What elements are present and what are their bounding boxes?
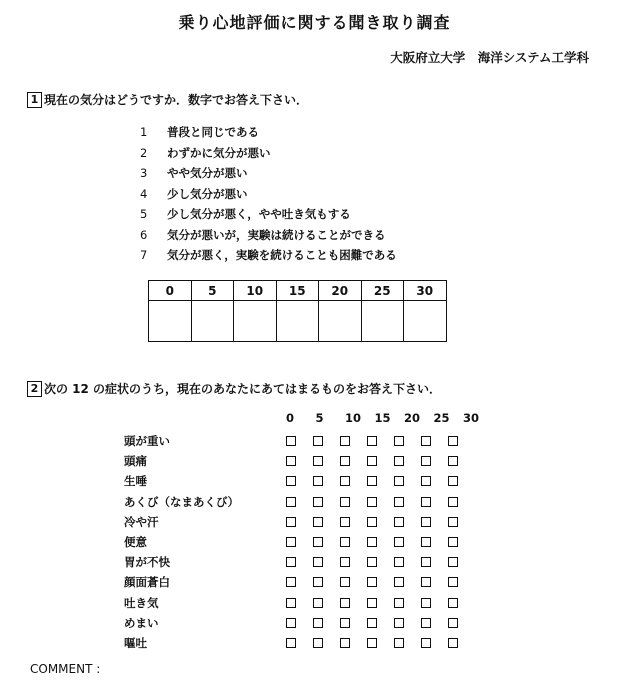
symptom-checkbox[interactable] xyxy=(286,638,296,648)
symptom-checkbox[interactable] xyxy=(286,517,296,527)
symptom-checkbox[interactable] xyxy=(448,577,458,587)
symptom-checkbox[interactable] xyxy=(421,638,431,648)
symptom-checkbox[interactable] xyxy=(448,557,458,567)
symptom-row xyxy=(124,552,475,572)
symptom-label: 冷や汗 xyxy=(124,514,159,529)
symptom-checkbox[interactable] xyxy=(421,618,431,628)
symptom-checkbox[interactable] xyxy=(286,598,296,608)
symptom-row xyxy=(124,593,475,613)
symptom-checkbox[interactable] xyxy=(286,577,296,587)
symptom-checklist xyxy=(124,431,475,653)
symptom-checkbox[interactable] xyxy=(313,618,323,628)
symptom-label: めまい xyxy=(124,615,159,630)
symptom-checkbox[interactable] xyxy=(394,476,404,486)
symptom-time-label: 15 xyxy=(374,411,391,425)
grid-answer-cell[interactable] xyxy=(191,301,234,342)
symptom-checkbox[interactable] xyxy=(394,517,404,527)
symptom-checkbox[interactable] xyxy=(448,497,458,507)
symptom-checkbox[interactable] xyxy=(421,598,431,608)
symptom-checkbox[interactable] xyxy=(448,456,458,466)
comment-label: COMMENT : xyxy=(30,662,101,676)
scale-item xyxy=(140,143,397,164)
symptom-row xyxy=(124,492,475,512)
symptom-checkbox[interactable] xyxy=(421,476,431,486)
scale-text: 少し気分が悪い xyxy=(167,186,248,201)
symptom-checkbox[interactable] xyxy=(340,456,350,466)
symptom-checkbox[interactable] xyxy=(313,517,323,527)
symptom-checkbox[interactable] xyxy=(421,557,431,567)
rating-grid xyxy=(148,280,447,342)
symptom-checkbox[interactable] xyxy=(313,537,323,547)
symptom-checkbox[interactable] xyxy=(394,638,404,648)
scale-number: 4 xyxy=(140,186,148,201)
symptom-checkbox[interactable] xyxy=(394,618,404,628)
symptom-checkbox[interactable] xyxy=(367,638,377,648)
grid-time-header: 15 xyxy=(276,281,319,301)
symptom-checkbox[interactable] xyxy=(394,537,404,547)
scale-number: 7 xyxy=(140,248,148,262)
symptom-checkbox[interactable] xyxy=(340,497,350,507)
symptom-time-label: 30 xyxy=(463,411,480,425)
question-1-text: 現在の気分はどうですか．数字でお答え下さい． xyxy=(44,93,309,107)
symptom-time-label: 20 xyxy=(404,411,421,425)
scale-text: 気分が悪く，実験を続けることも困難である xyxy=(167,248,397,262)
scale-item xyxy=(140,163,397,184)
symptom-label: 頭痛 xyxy=(124,454,147,469)
symptom-label: 顔面蒼白 xyxy=(124,575,170,590)
symptom-label: 生唾 xyxy=(124,474,147,489)
symptom-checkbox[interactable] xyxy=(313,598,323,608)
symptom-checkbox[interactable] xyxy=(286,497,296,507)
symptom-checkbox[interactable] xyxy=(421,436,431,446)
scale-number: 2 xyxy=(140,145,148,160)
symptom-time-label: 25 xyxy=(433,411,450,425)
question-1-number: 1 xyxy=(27,92,42,108)
symptom-checkbox[interactable] xyxy=(421,577,431,587)
symptom-checkbox[interactable] xyxy=(340,577,350,587)
grid-time-header: 10 xyxy=(234,281,277,301)
scale-text: やや気分が悪い xyxy=(167,166,248,180)
grid-answer-cell[interactable] xyxy=(276,301,319,342)
symptom-checkbox[interactable] xyxy=(394,557,404,567)
symptom-checkbox[interactable] xyxy=(340,557,350,567)
symptom-checkbox[interactable] xyxy=(313,638,323,648)
symptom-checkbox[interactable] xyxy=(286,476,296,486)
symptom-time-label: 0 xyxy=(286,411,295,425)
symptom-checkbox[interactable] xyxy=(448,598,458,608)
symptom-checkbox[interactable] xyxy=(367,537,377,547)
symptom-label: 便意 xyxy=(124,535,147,550)
symptom-checkbox[interactable] xyxy=(367,618,377,628)
symptom-checkbox[interactable] xyxy=(286,436,296,446)
grid-time-header: 25 xyxy=(361,281,404,301)
symptom-checkbox[interactable] xyxy=(421,517,431,527)
symptom-checkbox[interactable] xyxy=(367,517,377,527)
symptom-row xyxy=(124,471,475,491)
symptom-checkbox[interactable] xyxy=(448,537,458,547)
symptom-checkbox[interactable] xyxy=(421,537,431,547)
grid-time-header: 5 xyxy=(191,281,234,301)
symptom-checkbox[interactable] xyxy=(340,537,350,547)
symptom-checkbox[interactable] xyxy=(448,476,458,486)
symptom-row xyxy=(124,613,475,633)
symptom-label: 胃が不快 xyxy=(124,555,170,570)
symptom-checkbox[interactable] xyxy=(448,517,458,527)
question-2-number: 2 xyxy=(27,381,42,397)
symptom-checkbox[interactable] xyxy=(286,618,296,628)
symptom-checkbox[interactable] xyxy=(394,436,404,446)
scale-item xyxy=(140,204,397,225)
grid-time-header: 30 xyxy=(404,281,447,301)
symptom-checkbox[interactable] xyxy=(340,476,350,486)
symptom-checkbox[interactable] xyxy=(367,557,377,567)
grid-time-header: 0 xyxy=(149,281,192,301)
symptom-checkbox[interactable] xyxy=(367,456,377,466)
symptom-time-label: 5 xyxy=(315,411,324,425)
symptom-row xyxy=(124,572,475,592)
grid-answer-cell[interactable] xyxy=(361,301,404,342)
symptom-checkbox[interactable] xyxy=(313,476,323,486)
question-1 xyxy=(27,91,308,108)
symptom-time-label: 10 xyxy=(345,411,362,425)
symptom-checkbox[interactable] xyxy=(421,497,431,507)
scale-text: 気分が悪いが，実験は続けることができる xyxy=(167,227,386,242)
scale-number: 1 xyxy=(140,125,148,139)
scale-number: 3 xyxy=(140,166,148,180)
scale-number: 5 xyxy=(140,207,148,221)
symptom-checkbox[interactable] xyxy=(394,456,404,466)
scale-item xyxy=(140,122,397,143)
symptom-checkbox[interactable] xyxy=(421,456,431,466)
symptom-label: 嘔吐 xyxy=(124,635,147,650)
symptom-checkbox[interactable] xyxy=(448,638,458,648)
symptom-checkbox[interactable] xyxy=(313,577,323,587)
question-2 xyxy=(27,380,441,397)
symptom-checkbox[interactable] xyxy=(367,598,377,608)
scale-item xyxy=(140,225,397,246)
symptom-checkbox[interactable] xyxy=(394,577,404,587)
symptom-checkbox[interactable] xyxy=(286,537,296,547)
symptom-checkbox[interactable] xyxy=(340,517,350,527)
symptom-checkbox[interactable] xyxy=(367,436,377,446)
symptom-time-header xyxy=(286,411,493,425)
symptom-checkbox[interactable] xyxy=(394,497,404,507)
scale-item xyxy=(140,245,397,266)
question-2-text: 次の 12 の症状のうち，現在のあなたにあてはまるものをお答え下さい． xyxy=(44,382,442,396)
symptom-checkbox[interactable] xyxy=(340,638,350,648)
symptom-checkbox[interactable] xyxy=(313,436,323,446)
grid-answer-cell[interactable] xyxy=(149,301,192,342)
symptom-row xyxy=(124,512,475,532)
symptom-checkbox[interactable] xyxy=(367,577,377,587)
symptom-checkbox[interactable] xyxy=(367,497,377,507)
scale-text: 普段と同じである xyxy=(167,125,259,139)
rating-scale xyxy=(140,122,397,266)
scale-item xyxy=(140,184,397,205)
symptom-checkbox[interactable] xyxy=(313,497,323,507)
symptom-row xyxy=(124,532,475,552)
grid-answer-cell[interactable] xyxy=(234,301,277,342)
symptom-label: あくび（なまあくび） xyxy=(124,494,239,509)
form-title: 乗り心地評価に関する聞き取り調査 xyxy=(178,13,451,32)
symptom-checkbox[interactable] xyxy=(313,557,323,567)
symptom-checkbox[interactable] xyxy=(340,618,350,628)
grid-time-header: 20 xyxy=(319,281,362,301)
symptom-checkbox[interactable] xyxy=(448,618,458,628)
symptom-checkbox[interactable] xyxy=(313,456,323,466)
scale-text: わずかに気分が悪い xyxy=(167,145,271,160)
symptom-row xyxy=(124,451,475,471)
affiliation: 大阪府立大学 海洋システム工学科 xyxy=(390,50,589,65)
symptom-checkbox[interactable] xyxy=(286,557,296,567)
symptom-label: 吐き気 xyxy=(124,595,159,610)
scale-number: 6 xyxy=(140,227,148,242)
symptom-checkbox[interactable] xyxy=(367,476,377,486)
symptom-row xyxy=(124,633,475,653)
symptom-checkbox[interactable] xyxy=(286,456,296,466)
symptom-checkbox[interactable] xyxy=(340,436,350,446)
symptom-checkbox[interactable] xyxy=(340,598,350,608)
grid-answer-cell[interactable] xyxy=(319,301,362,342)
scale-text: 少し気分が悪く，やや吐き気もする xyxy=(167,207,351,221)
symptom-row xyxy=(124,431,475,451)
symptom-checkbox[interactable] xyxy=(394,598,404,608)
symptom-checkbox[interactable] xyxy=(448,436,458,446)
symptom-label: 頭が重い xyxy=(124,434,170,449)
grid-answer-cell[interactable] xyxy=(404,301,447,342)
